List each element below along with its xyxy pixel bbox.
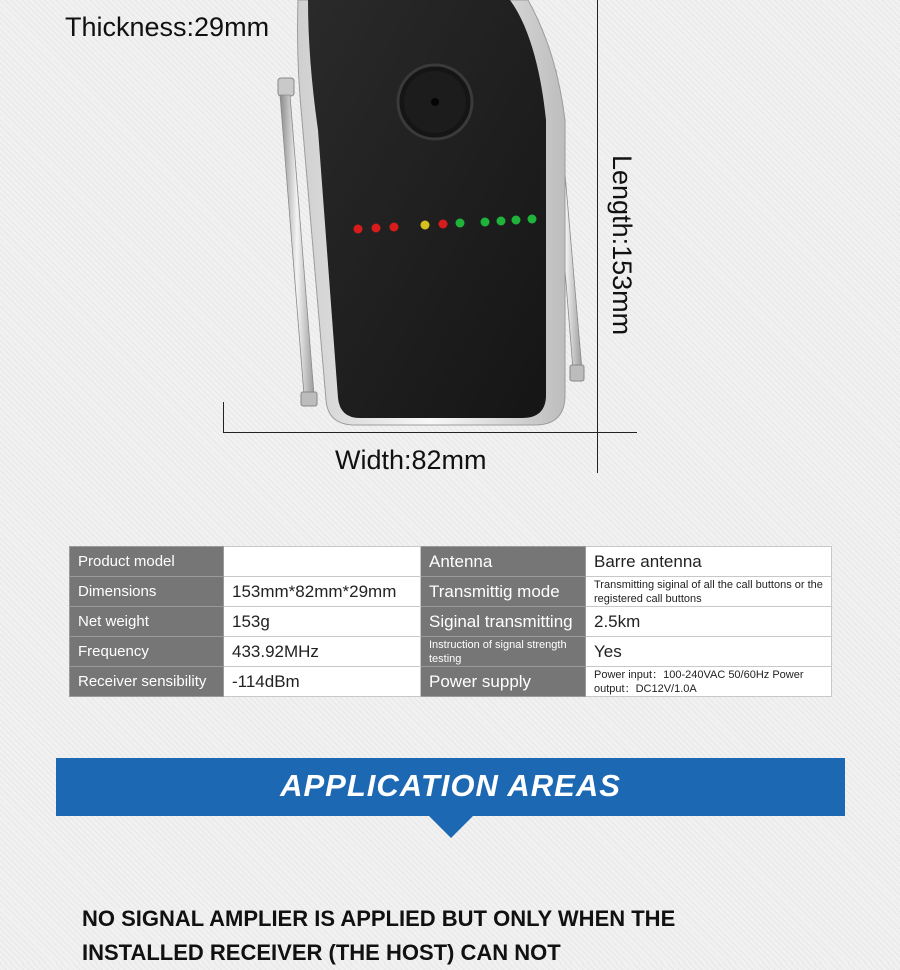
spec-label-signal-transmitting: Siginal transmitting [421, 607, 586, 637]
spec-label-frequency: Frequency [70, 637, 224, 667]
table-row [70, 547, 832, 577]
spec-label-signal-strength-testing: Instruction of signal strength testing [421, 637, 586, 667]
spec-label-dimensions: Dimensions [70, 577, 224, 607]
spec-value-product-model [224, 547, 421, 577]
width-line-left-tick [223, 402, 224, 433]
spec-label-receiver-sensibility: Receiver sensibility [70, 667, 224, 697]
spec-value-signal-strength-testing: Yes [586, 637, 832, 667]
spec-value-net-weight: 153g [224, 607, 421, 637]
spec-value-receiver-sensibility: -114dBm [224, 667, 421, 697]
spec-label-product-model: Product model [70, 547, 224, 577]
device-image [260, 0, 600, 430]
spec-value-signal-transmitting: 2.5km [586, 607, 832, 637]
table-row [70, 667, 832, 697]
spec-value-dimensions: 153mm*82mm*29mm [224, 577, 421, 607]
spec-value-antenna: Barre antenna [586, 547, 832, 577]
spec-value-frequency: 433.92MHz [224, 637, 421, 667]
banner-title: APPLICATION AREAS [280, 768, 621, 803]
signal-amplifier-note: NO SIGNAL AMPLIER IS APPLIED BUT ONLY WHEN THE INSTALLED RECEIVER (THE HOST) CAN NOT [82, 906, 676, 965]
width-label: Width:82mm [335, 445, 487, 475]
spec-label-antenna: Antenna [421, 547, 586, 577]
thickness-label: Thickness:29mm [65, 12, 270, 42]
spec-label-power-supply: Power supply [421, 667, 586, 697]
table-row [70, 577, 832, 607]
banner-pointer [428, 815, 474, 838]
table-row [70, 607, 832, 637]
width-line [223, 432, 637, 433]
spec-value-power-supply: Power input：100-240VAC 50/60Hz Power output：DC12V/1.0A [586, 667, 832, 697]
spec-value-transmitting-mode: Transmitting siginal of all the call buttons or the registered call buttons [586, 577, 832, 607]
length-label: Length:153mm [607, 155, 637, 336]
application-areas-banner [56, 758, 845, 816]
table-row [70, 637, 832, 667]
spec-table [69, 546, 832, 697]
spec-label-transmitting-mode: Transmittig mode [421, 577, 586, 607]
spec-label-net-weight: Net weight [70, 607, 224, 637]
